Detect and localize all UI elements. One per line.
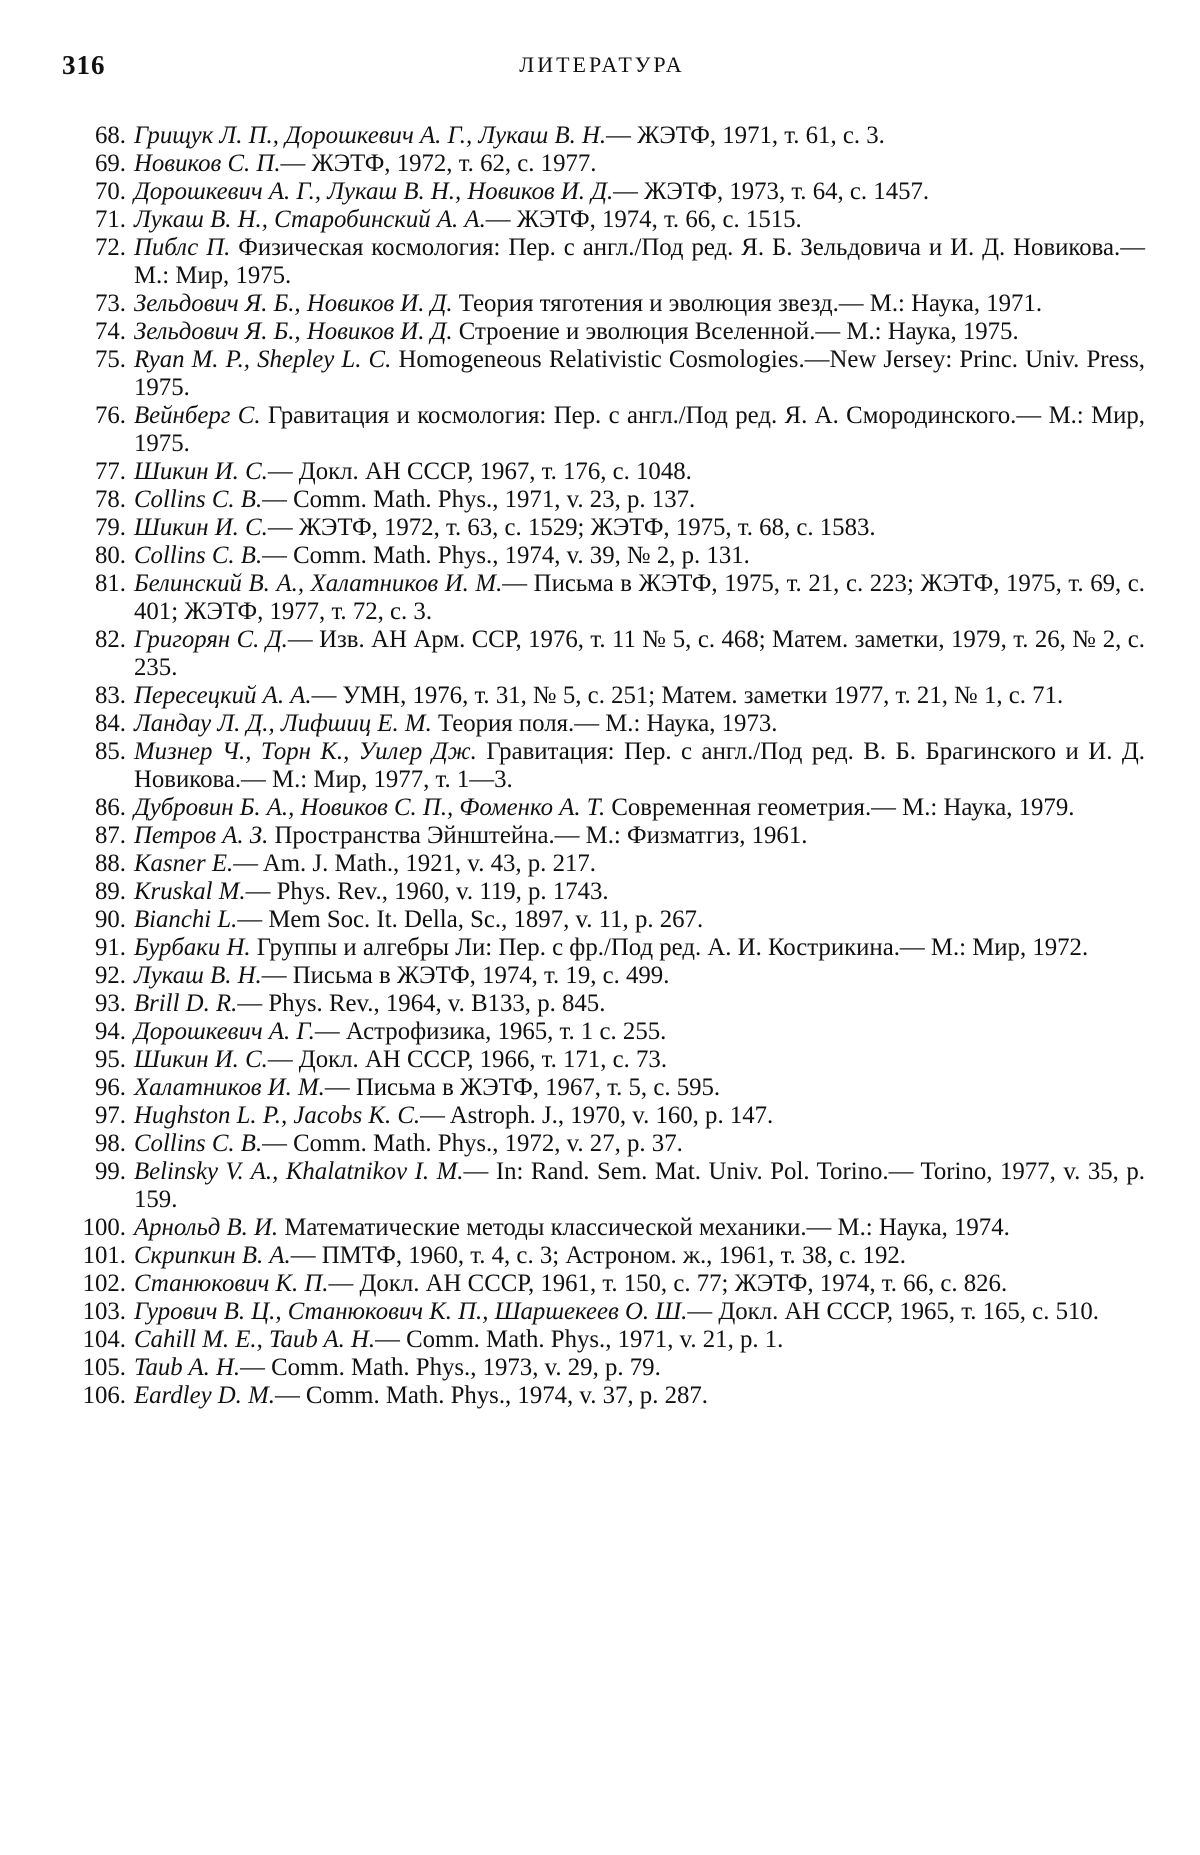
- reference-number: 101.: [82, 1242, 126, 1269]
- reference-authors: Collins C. B.: [134, 486, 263, 513]
- reference-number: 82.: [95, 626, 126, 653]
- reference-number: 103.: [82, 1298, 126, 1325]
- reference-number: 77.: [95, 458, 126, 485]
- reference-number: 74.: [95, 318, 126, 345]
- reference-text: [134, 990, 1145, 1018]
- reference-number: 102.: [82, 1270, 126, 1297]
- reference-authors: Бурбаки Н.: [134, 934, 251, 961]
- reference-text: [134, 1074, 1145, 1102]
- reference-source: Математические методы классической механики.— М.: Наука, 1974.: [278, 1214, 1010, 1241]
- reference-source: — ЖЭТФ, 1972, т. 62, с. 1977.: [280, 150, 597, 177]
- reference-authors: Brill D. R.: [134, 990, 238, 1017]
- reference-source: Теория поля.— М.: Наука, 1973.: [431, 710, 778, 737]
- reference-text: [134, 738, 1145, 794]
- reference-item: [60, 1046, 1145, 1074]
- reference-text: [134, 1046, 1145, 1074]
- reference-text: [134, 1018, 1145, 1046]
- reference-item: [60, 934, 1145, 962]
- reference-text: [134, 1158, 1145, 1214]
- reference-item: [60, 1018, 1145, 1046]
- reference-number: 95.: [95, 1046, 126, 1073]
- reference-source: — Comm. Math. Phys., 1974, v. 39, № 2, p. 131.: [262, 542, 750, 569]
- reference-authors: Cahill M. E., Taub A. H.: [134, 1326, 376, 1353]
- reference-text: [134, 150, 1145, 178]
- reference-number: 72.: [95, 234, 126, 261]
- reference-source: — Mem Soc. It. Della, Sc., 1897, v. 11, p. 267.: [237, 906, 704, 933]
- reference-source: — Phys. Rev., 1964, v. B133, p. 845.: [237, 990, 606, 1017]
- reference-number: 78.: [95, 486, 126, 513]
- reference-item: [60, 1130, 1145, 1158]
- reference-authors: Вейнберг С.: [134, 402, 261, 429]
- reference-number: 81.: [95, 570, 126, 597]
- reference-text: [134, 682, 1145, 710]
- reference-source: Теория тяготения и эволюция звезд.— М.: Наука, 1971.: [452, 290, 1043, 317]
- reference-authors: Hughston L. P., Jacobs K. C.: [134, 1102, 421, 1129]
- reference-item: [60, 206, 1145, 234]
- reference-number: 68.: [95, 122, 126, 149]
- reference-item: [60, 178, 1145, 206]
- reference-source: — Докл. АН СССР, 1966, т. 171, с. 73.: [267, 1046, 668, 1073]
- reference-authors: Ryan M. P., Shepley L. C.: [134, 346, 392, 373]
- reference-authors: Шикин И. С.: [134, 514, 268, 541]
- reference-authors: Новиков С. П.: [134, 150, 281, 177]
- reference-number: 88.: [95, 850, 126, 877]
- reference-number: 86.: [95, 794, 126, 821]
- reference-item: [60, 1354, 1145, 1382]
- reference-authors: Дорошкевич А. Г., Лукаш В. Н., Новиков И. Д.: [134, 178, 614, 205]
- reference-number: 96.: [95, 1074, 126, 1101]
- reference-text: [134, 458, 1145, 486]
- reference-item: [60, 1158, 1145, 1214]
- reference-number: 90.: [95, 906, 126, 933]
- reference-authors: Станюкович К. П.: [134, 1270, 329, 1297]
- reference-source: — Письма в ЖЭТФ, 1975, т. 21, с. 223; ЖЭТФ, 1975, т. 69, с. 401; ЖЭТФ, 1977, т. 72, с. 3.: [134, 570, 1145, 625]
- reference-item: [60, 626, 1145, 682]
- reference-item: [60, 122, 1145, 150]
- reference-item: [60, 962, 1145, 990]
- reference-authors: Арнольд В. И.: [134, 1214, 279, 1241]
- reference-text: [134, 514, 1145, 542]
- reference-item: [60, 1326, 1145, 1354]
- reference-item: [60, 822, 1145, 850]
- reference-source: — Астрофизика, 1965, т. 1 с. 255.: [314, 1018, 667, 1045]
- reference-authors: Гурович В. Ц., Станюкович К. П., Шаршекеев О. Ш.: [134, 1298, 688, 1325]
- reference-source: — ЖЭТФ, 1971, т. 61, с. 3.: [606, 122, 885, 149]
- reference-authors: Лукаш В. Н.: [134, 962, 262, 989]
- reference-authors: Лукаш В. Н., Старобинский А. А.: [134, 206, 486, 233]
- reference-item: [60, 150, 1145, 178]
- reference-text: [134, 962, 1145, 990]
- page-number: 316: [62, 50, 106, 80]
- reference-authors: Belinsky V. A., Khalatnikov I. M.: [134, 1158, 464, 1185]
- reference-authors: Зельдович Я. Б., Новиков И. Д.: [134, 290, 453, 317]
- reference-source: — ЖЭТФ, 1973, т. 64, с. 1457.: [613, 178, 930, 205]
- reference-item: [60, 738, 1145, 794]
- reference-text: [134, 318, 1145, 346]
- reference-source: — Докл. АН СССР, 1967, т. 176, с. 1048.: [267, 458, 692, 485]
- reference-source: Гравитация и космология: Пер. с англ./Под ред. Я. А. Смородинского.— М.: Мир, 1975.: [134, 402, 1146, 457]
- reference-number: 97.: [95, 1102, 126, 1129]
- reference-authors: Bianchi L.: [134, 906, 238, 933]
- reference-authors: Шикин И. С.: [134, 1046, 268, 1073]
- reference-number: 91.: [95, 934, 126, 961]
- reference-text: [134, 1242, 1145, 1270]
- reference-source: — ЖЭТФ, 1972, т. 63, с. 1529; ЖЭТФ, 1975, т. 68, с. 1583.: [267, 514, 876, 541]
- reference-item: [60, 486, 1145, 514]
- reference-source: Пространства Эйнштейна.— М.: Физматгиз, 1961.: [268, 822, 808, 849]
- reference-authors: Kruskal M.: [134, 878, 246, 905]
- reference-number: 79.: [95, 514, 126, 541]
- reference-number: 70.: [95, 178, 126, 205]
- reference-authors: Григорян С. Д.: [134, 626, 288, 653]
- reference-source: Homogeneous Relativistic Cosmologies.—New Jersey: Princ. Univ. Press, 1975.: [134, 346, 1145, 401]
- reference-source: — Am. J. Math., 1921, v. 43, p. 217.: [233, 850, 596, 877]
- reference-item: [60, 570, 1145, 626]
- reference-source: — Comm. Math. Phys., 1974, v. 37, p. 287.: [274, 1382, 708, 1409]
- reference-source: — ЖЭТФ, 1974, т. 66, с. 1515.: [485, 206, 802, 233]
- running-title: ЛИТЕРАТУРА: [519, 52, 685, 77]
- reference-item: [60, 458, 1145, 486]
- reference-source: — Письма в ЖЭТФ, 1967, т. 5, с. 595.: [324, 1074, 721, 1101]
- reference-source: — Докл. АН СССР, 1965, т. 165, с. 510.: [687, 1298, 1099, 1325]
- reference-text: [134, 710, 1145, 738]
- reference-item: [60, 514, 1145, 542]
- reference-text: [134, 906, 1145, 934]
- reference-number: 94.: [95, 1018, 126, 1045]
- reference-item: [60, 1074, 1145, 1102]
- reference-text: [134, 1354, 1145, 1382]
- reference-authors: Шикин И. С.: [134, 458, 268, 485]
- reference-item: [60, 318, 1145, 346]
- reference-text: [134, 626, 1145, 682]
- reference-item: [60, 542, 1145, 570]
- reference-item: [60, 1298, 1145, 1326]
- reference-item: [60, 850, 1145, 878]
- reference-authors: Петров А. З.: [134, 822, 269, 849]
- reference-item: [60, 1102, 1145, 1130]
- reference-authors: Халатников И. М.: [134, 1074, 325, 1101]
- reference-source: — ПМТФ, 1960, т. 4, с. 3; Астроном. ж., 1961, т. 38, с. 192.: [290, 1242, 906, 1269]
- reference-number: 71.: [95, 206, 126, 233]
- reference-text: [134, 178, 1145, 206]
- reference-number: 73.: [95, 290, 126, 317]
- reference-authors: Грищук Л. П., Дорошкевич А. Г., Лукаш В. Н.: [134, 122, 607, 149]
- reference-number: 104.: [82, 1326, 126, 1353]
- reference-item: [60, 878, 1145, 906]
- reference-item: [60, 346, 1145, 402]
- reference-text: [134, 1270, 1145, 1298]
- reference-item: [60, 682, 1145, 710]
- reference-item: [60, 710, 1145, 738]
- reference-number: 75.: [95, 346, 126, 373]
- reference-text: [134, 1382, 1145, 1410]
- reference-authors: Пиблс П.: [134, 234, 231, 261]
- reference-source: — Докл. АН СССР, 1961, т. 150, с. 77; ЖЭТФ, 1974, т. 66, с. 826.: [328, 1270, 1008, 1297]
- reference-authors: Дубровин Б. А., Новиков С. П., Фоменко А. Т.: [134, 794, 606, 821]
- reference-source: — In: Rand. Sem. Mat. Univ. Pol. Torino.— Torino, 1977, v. 35, p. 159.: [134, 1158, 1145, 1213]
- reference-source: — Phys. Rev., 1960, v. 119, p. 1743.: [245, 878, 609, 905]
- reference-text: [134, 290, 1145, 318]
- reference-number: 99.: [95, 1158, 126, 1185]
- reference-authors: Eardley D. M.: [134, 1382, 275, 1409]
- reference-source: Физическая космология: Пер. с англ./Под ред. Я. Б. Зельдовича и И. Д. Новикова.— М.: Мир, 1975.: [134, 234, 1146, 289]
- reference-text: [134, 206, 1145, 234]
- reference-item: [60, 234, 1145, 290]
- reference-text: [134, 346, 1145, 402]
- reference-authors: Белинский В. А., Халатников И. М.: [134, 570, 503, 597]
- reference-text: [134, 878, 1145, 906]
- reference-number: 83.: [95, 682, 126, 709]
- reference-source: — Comm. Math. Phys., 1971, v. 23, p. 137.: [262, 486, 696, 513]
- reference-number: 87.: [95, 822, 126, 849]
- reference-number: 100.: [82, 1214, 126, 1241]
- reference-source: Группы и алгебры Ли: Пер. с фр./Под ред. А. И. Кострикина.— М.: Мир, 1972.: [250, 934, 1089, 961]
- reference-item: [60, 1270, 1145, 1298]
- reference-source: — Письма в ЖЭТФ, 1974, т. 19, с. 499.: [261, 962, 670, 989]
- reference-list: [60, 122, 1145, 1410]
- reference-source: — Astroph. J., 1970, v. 160, p. 147.: [420, 1102, 774, 1129]
- reference-number: 76.: [95, 402, 126, 429]
- reference-source: — Comm. Math. Phys., 1972, v. 27, p. 37.: [262, 1130, 683, 1157]
- reference-text: [134, 234, 1145, 290]
- reference-item: [60, 402, 1145, 458]
- reference-source: Гравитация: Пер. с англ./Под ред. В. Б. Брагинского и И. Д. Новикова.— М.: Мир, 1977, т. 1—3.: [134, 738, 1146, 793]
- reference-authors: Пересецкий А. А.: [134, 682, 312, 709]
- reference-source: — Comm. Math. Phys., 1973, v. 29, p. 79.: [240, 1354, 661, 1381]
- reference-item: [60, 990, 1145, 1018]
- reference-text: [134, 794, 1145, 822]
- reference-authors: Скрипкин В. А.: [134, 1242, 291, 1269]
- reference-text: [134, 1326, 1145, 1354]
- reference-text: [134, 822, 1145, 850]
- reference-text: [134, 850, 1145, 878]
- reference-authors: Collins C. B.: [134, 1130, 263, 1157]
- reference-number: 69.: [95, 150, 126, 177]
- reference-item: [60, 290, 1145, 318]
- reference-authors: Collins C. B.: [134, 542, 263, 569]
- reference-number: 106.: [82, 1382, 126, 1409]
- reference-number: 85.: [95, 738, 126, 765]
- reference-item: [60, 1214, 1145, 1242]
- reference-authors: Kasner E.: [134, 850, 234, 877]
- reference-text: [134, 934, 1145, 962]
- reference-text: [134, 486, 1145, 514]
- reference-item: [60, 794, 1145, 822]
- reference-number: 84.: [95, 710, 126, 737]
- reference-source: Строение и эволюция Вселенной.— М.: Наука, 1975.: [452, 318, 1019, 345]
- reference-authors: Ландау Л. Д., Лифшиц Е. М.: [134, 710, 432, 737]
- reference-text: [134, 1130, 1145, 1158]
- reference-number: 89.: [95, 878, 126, 905]
- reference-text: [134, 402, 1145, 458]
- reference-authors: Мизнер Ч., Торн К., Уилер Дж.: [134, 738, 477, 765]
- reference-source: Современная геометрия.— М.: Наука, 1979.: [605, 794, 1075, 821]
- reference-item: [60, 1382, 1145, 1410]
- reference-number: 92.: [95, 962, 126, 989]
- reference-text: [134, 1298, 1145, 1326]
- reference-number: 105.: [82, 1354, 126, 1381]
- reference-source: — Изв. АН Арм. ССР, 1976, т. 11 № 5, с. 468; Матем. заметки, 1979, т. 26, № 2, с. 235.: [134, 626, 1145, 681]
- reference-text: [134, 570, 1145, 626]
- reference-source: — УМН, 1976, т. 31, № 5, с. 251; Матем. заметки 1977, т. 21, № 1, с. 71.: [311, 682, 1064, 709]
- reference-item: [60, 1242, 1145, 1270]
- reference-item: [60, 906, 1145, 934]
- reference-text: [134, 122, 1145, 150]
- reference-authors: Дорошкевич А. Г.: [134, 1018, 315, 1045]
- reference-source: — Comm. Math. Phys., 1971, v. 21, p. 1.: [375, 1326, 784, 1353]
- reference-authors: Зельдович Я. Б., Новиков И. Д.: [134, 318, 453, 345]
- reference-text: [134, 1214, 1145, 1242]
- reference-text: [134, 1102, 1145, 1130]
- reference-number: 80.: [95, 542, 126, 569]
- reference-text: [134, 542, 1145, 570]
- reference-number: 98.: [95, 1130, 126, 1157]
- reference-number: 93.: [95, 990, 126, 1017]
- page-header: [62, 50, 1142, 90]
- reference-authors: Taub A. H.: [134, 1354, 241, 1381]
